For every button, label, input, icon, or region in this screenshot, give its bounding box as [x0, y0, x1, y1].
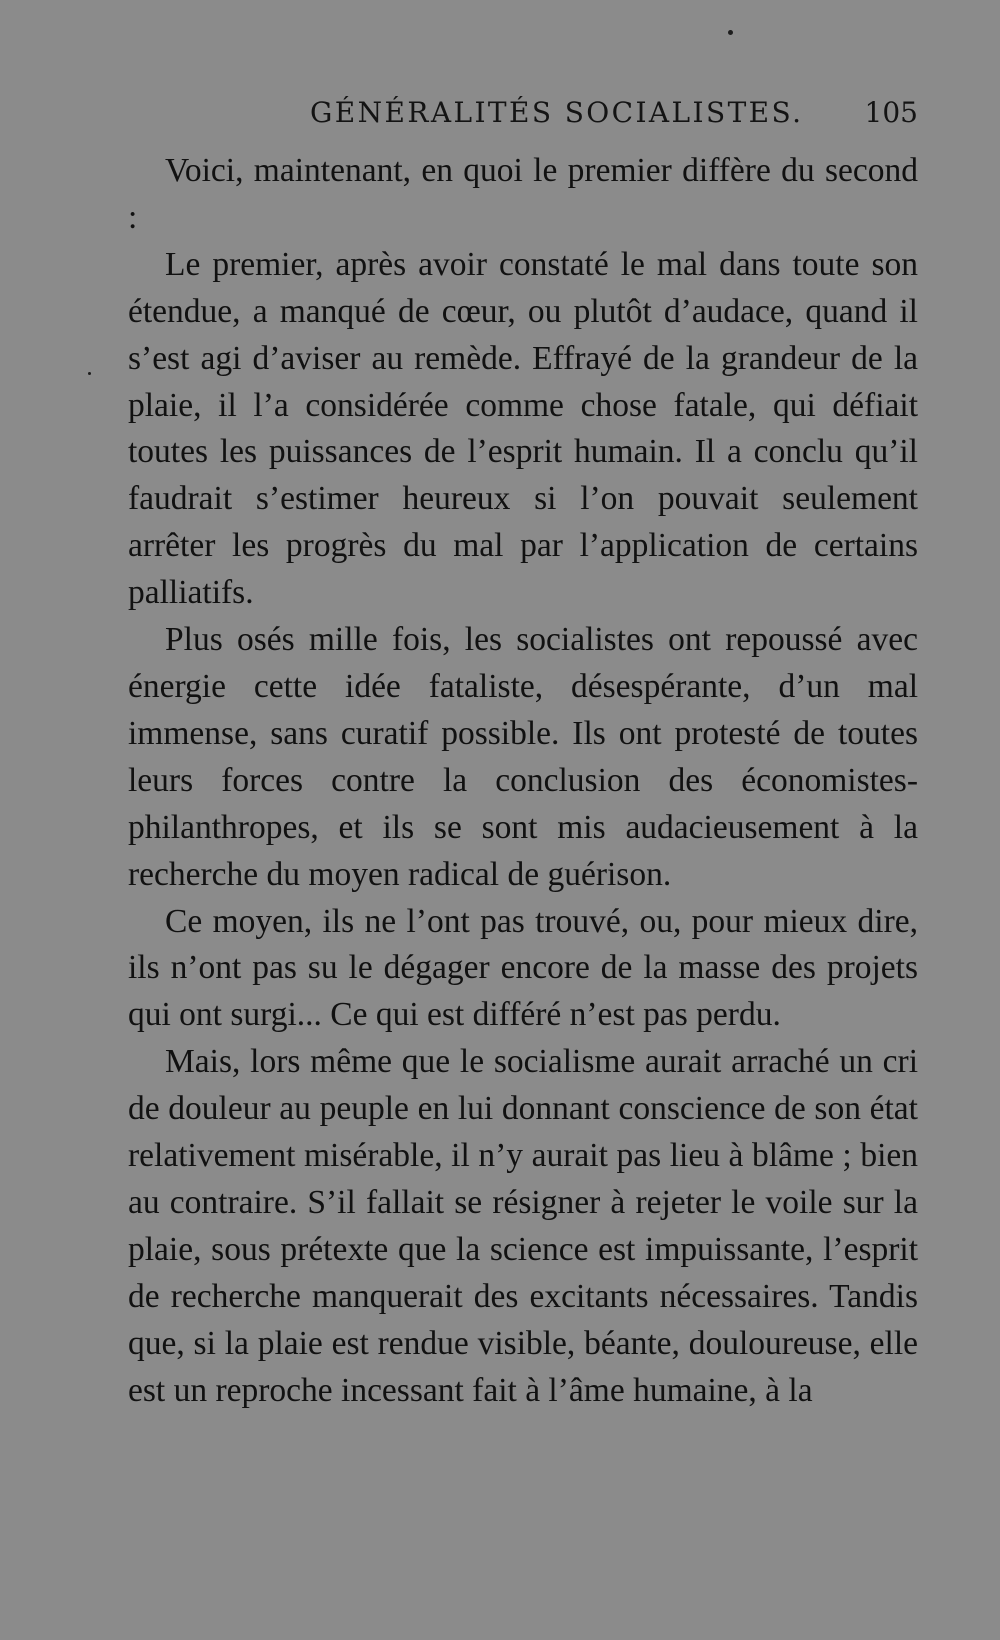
running-title: GÉNÉRALITÉS SOCIALISTES. — [310, 96, 804, 129]
print-speck — [88, 372, 91, 375]
paragraph: Le premier, après avoir constaté le mal dans toute son étendue, a manqué de cœur, ou plutôt d’audace, quand il s’est agi d’aviser au remède. Effrayé de la grandeur de la plaie, il l’a considérée comme chose fatale, qui défiait toutes les puissances de l’esprit humain. Il a conclu qu’il faudrait s’estimer heureux si l’on pouvait seulement arrêter les progrès du mal par l’application de certains palliatifs. — [128, 245, 918, 612]
print-speck — [728, 30, 733, 35]
page-number: 105 — [864, 96, 918, 129]
body-text — [128, 148, 918, 1414]
paragraph: Ce moyen, ils ne l’ont pas trouvé, ou, pour mieux dire, ils n’ont pas su le dégager encore de la masse des projets qui ont surgi... Ce qui est différé n’est pas perdu. — [128, 902, 918, 1034]
page-header — [128, 96, 918, 140]
paragraph: Plus osés mille fois, les socialistes ont repoussé avec énergie cette idée fataliste, désespérante, d’un mal immense, sans curatif possible. Ils ont protesté de toutes leurs forces contre la conclusion des économistes-philanthropes, et ils se sont mis audacieusement à la recherche du moyen radical de guérison. — [128, 621, 918, 893]
paragraph: Mais, lors même que le socialisme aurait arraché un cri de douleur au peuple en lui donnant conscience de son état relativement misérable, il n’y aurait pas lieu à blâme ; bien au contraire. S’il fallait se résigner à rejeter le voile sur la plaie, sous prétexte que la science est impuissante, l’esprit de recherche manquerait des excitants nécessaires. Tandis que, si la plaie est rendue visible, béante, douloureuse, elle est un reproche incessant fait à l’âme humaine, à la — [128, 1043, 918, 1409]
paragraph: Voici, maintenant, en quoi le premier diffère du second : — [128, 152, 918, 236]
